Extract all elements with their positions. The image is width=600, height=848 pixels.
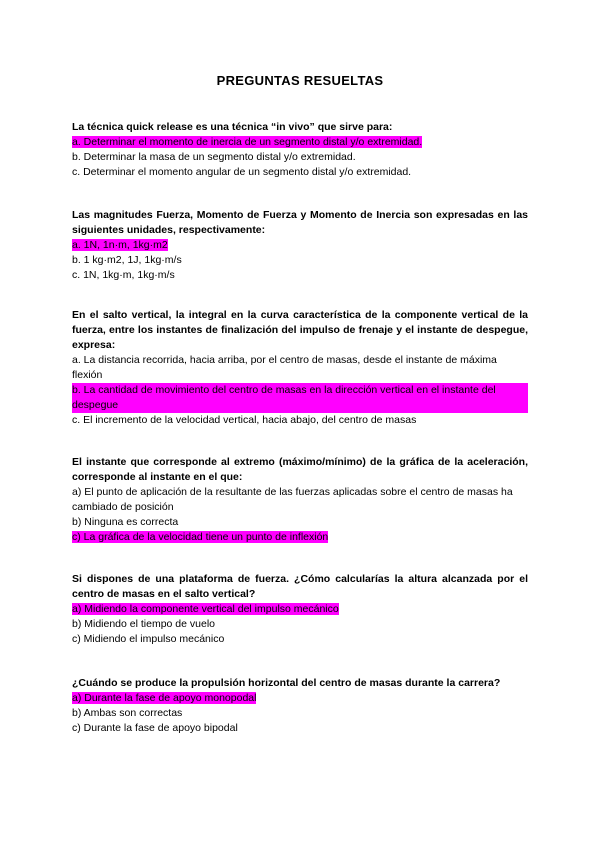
option-c: c) Midiendo el impulso mecánico — [72, 633, 225, 645]
question-4 — [72, 455, 528, 545]
option-b-highlighted-answer: b. La cantidad de movimiento del centro de masas en la dirección vertical en el instante del despegue — [72, 383, 528, 413]
question-text: La técnica quick release es una técnica “in vivo” que sirve para: — [72, 121, 393, 133]
page-title: PREGUNTAS RESUELTAS — [216, 73, 384, 88]
option-b: b. 1 kg·m2, 1J, 1kg·m/s — [72, 254, 182, 266]
question-text: En el salto vertical, la integral en la curva característica de la componente vertical de la fuerza, entre los instantes de finalización del impulso de frenaje y el instante de despegue, expresa: — [72, 309, 528, 351]
highlighted-answer: a. Determinar el momento de inercia de un segmento distal y/o extremidad. — [72, 136, 423, 148]
highlighted-answer: c) La gráfica de la velocidad tiene un punto de inflexión — [72, 531, 329, 543]
option-b: b. Determinar la masa de un segmento distal y/o extremidad. — [72, 151, 356, 163]
option-c: c. Determinar el momento angular de un segmento distal y/o extremidad. — [72, 166, 412, 178]
option-c: c. El incremento de la velocidad vertical, hacia abajo, del centro de masas — [72, 414, 417, 426]
option-b: b) Ninguna es correcta — [72, 516, 179, 528]
option-a — [72, 238, 528, 253]
highlighted-answer: a) Midiendo la componente vertical del impulso mecánico — [72, 603, 339, 615]
question-1 — [72, 120, 528, 180]
option-a: a) El punto de aplicación de la resultante de las fuerzas aplicadas sobre el centro de masas ha cambiado de posición — [72, 486, 513, 513]
option-b: b) Midiendo el tiempo de vuelo — [72, 618, 216, 630]
highlighted-answer: a. 1N, 1n·m, 1kg·m2 — [72, 239, 168, 251]
option-a — [72, 602, 528, 617]
option-c — [72, 530, 528, 545]
option-c: c. 1N, 1kg·m, 1kg·m/s — [72, 269, 175, 281]
question-text: El instante que corresponde al extremo (máximo/mínimo) de la gráfica de la aceleración, corresponde al instante en el que: — [72, 456, 528, 483]
question-3 — [72, 308, 528, 428]
highlighted-answer: a) Durante la fase de apoyo monopodal — [72, 692, 257, 704]
question-text: ¿Cuándo se produce la propulsión horizontal del centro de masas durante la carrera? — [72, 677, 501, 689]
question-5 — [72, 572, 528, 647]
option-a: a. La distancia recorrida, hacia arriba, por el centro de masas, desde el instante de máxima flexión — [72, 354, 497, 381]
option-c: c) Durante la fase de apoyo bipodal — [72, 722, 238, 734]
question-2 — [72, 208, 528, 283]
question-6 — [72, 676, 528, 736]
option-a — [72, 135, 528, 150]
question-text: Las magnitudes Fuerza, Momento de Fuerza y Momento de Inercia son expresadas en las siguientes unidades, respectivamente: — [72, 209, 528, 236]
option-b: b) Ambas son correctas — [72, 707, 183, 719]
question-text: Si dispones de una plataforma de fuerza. ¿Cómo calcularías la altura alcanzada por el centro de masas en el salto vertical? — [72, 573, 528, 600]
option-a — [72, 691, 528, 706]
